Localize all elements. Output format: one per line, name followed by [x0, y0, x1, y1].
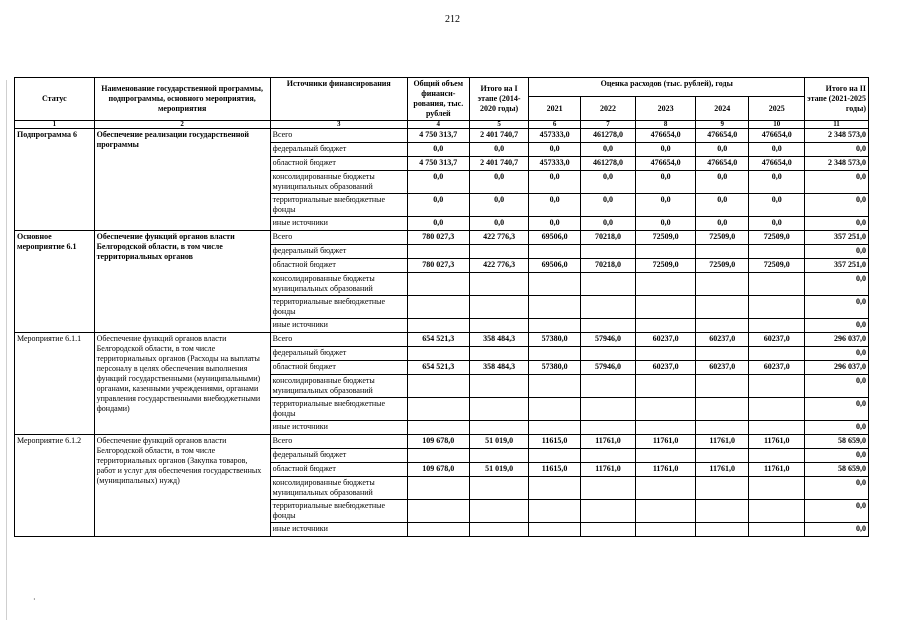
- value-cell: 0,0: [580, 171, 636, 194]
- stage2-total-cell: 357 251,0: [805, 231, 869, 245]
- value-cell: 11615,0: [529, 463, 580, 477]
- value-cell: 780 027,3: [407, 231, 469, 245]
- table-row: [15, 333, 869, 347]
- stage2-total-cell: 296 037,0: [805, 361, 869, 375]
- value-cell: 0,0: [636, 217, 696, 231]
- value-cell: 0,0: [529, 171, 580, 194]
- value-cell: 11761,0: [580, 463, 636, 477]
- value-cell: [407, 296, 469, 319]
- value-cell: [529, 347, 580, 361]
- header-sources: Источники финансирования: [270, 78, 407, 121]
- source-label: консолидированные бюджеты муниципальных образований: [270, 375, 407, 398]
- value-cell: 461278,0: [580, 129, 636, 143]
- source-label: консолидированные бюджеты муниципальных образований: [270, 477, 407, 500]
- row-status: Мероприятие 6.1.1: [15, 333, 95, 435]
- stage2-total-cell: 0,0: [805, 523, 869, 537]
- source-label: федеральный бюджет: [270, 245, 407, 259]
- value-cell: 72509,0: [749, 231, 805, 245]
- value-cell: [469, 449, 529, 463]
- source-label: федеральный бюджет: [270, 347, 407, 361]
- value-cell: [469, 477, 529, 500]
- source-label: Всего: [270, 435, 407, 449]
- value-cell: [580, 523, 636, 537]
- value-cell: 0,0: [749, 194, 805, 217]
- stage2-total-cell: 0,0: [805, 217, 869, 231]
- source-label: областной бюджет: [270, 463, 407, 477]
- value-cell: [636, 500, 696, 523]
- value-cell: [749, 477, 805, 500]
- value-cell: [580, 398, 636, 421]
- stage2-total-cell: 0,0: [805, 500, 869, 523]
- source-label: федеральный бюджет: [270, 143, 407, 157]
- value-cell: [407, 421, 469, 435]
- stage2-total-cell: 2 348 573,0: [805, 157, 869, 171]
- value-cell: 654 521,3: [407, 361, 469, 375]
- value-cell: 11761,0: [749, 463, 805, 477]
- stage2-total-cell: 0,0: [805, 375, 869, 398]
- value-cell: 0,0: [696, 217, 749, 231]
- row-name: Обеспечение функций органов власти Белгородской области, в том числе территориальных органов (Расходы на выплаты персоналу в целях обеспечения выполнения функций государственными (муниципальными) органами, казенными учреждениями, органами управления государственными внебюджетными фондами): [94, 333, 270, 435]
- value-cell: [749, 347, 805, 361]
- source-label: областной бюджет: [270, 361, 407, 375]
- value-cell: 2 401 740,7: [469, 157, 529, 171]
- value-cell: 0,0: [749, 171, 805, 194]
- stage2-total-cell: 0,0: [805, 398, 869, 421]
- value-cell: [696, 319, 749, 333]
- value-cell: 0,0: [469, 171, 529, 194]
- value-cell: [407, 398, 469, 421]
- value-cell: [580, 245, 636, 259]
- value-cell: 57380,0: [529, 333, 580, 347]
- value-cell: [580, 477, 636, 500]
- column-index: 10: [749, 121, 805, 129]
- value-cell: [749, 449, 805, 463]
- source-label: Всего: [270, 231, 407, 245]
- value-cell: [696, 398, 749, 421]
- value-cell: [529, 319, 580, 333]
- column-index: 3: [270, 121, 407, 129]
- stage2-total-cell: 0,0: [805, 477, 869, 500]
- value-cell: [636, 523, 696, 537]
- value-cell: 69506,0: [529, 231, 580, 245]
- row-status: Подпрограмма 6: [15, 129, 95, 231]
- column-index: 8: [636, 121, 696, 129]
- stage2-total-cell: 0,0: [805, 421, 869, 435]
- value-cell: 0,0: [529, 217, 580, 231]
- value-cell: [696, 375, 749, 398]
- value-cell: [749, 421, 805, 435]
- value-cell: 69506,0: [529, 259, 580, 273]
- stage2-total-cell: 0,0: [805, 449, 869, 463]
- source-label: консолидированные бюджеты муниципальных образований: [270, 273, 407, 296]
- stage2-total-cell: 0,0: [805, 347, 869, 361]
- value-cell: [749, 523, 805, 537]
- row-status: Основное мероприятие 6.1: [15, 231, 95, 333]
- header-year: 2024: [696, 97, 749, 121]
- value-cell: [636, 245, 696, 259]
- value-cell: [636, 319, 696, 333]
- value-cell: [407, 449, 469, 463]
- financing-table: [14, 77, 869, 537]
- value-cell: 0,0: [696, 194, 749, 217]
- source-label: иные источники: [270, 319, 407, 333]
- value-cell: 422 776,3: [469, 231, 529, 245]
- value-cell: [749, 500, 805, 523]
- value-cell: [529, 273, 580, 296]
- value-cell: 60237,0: [636, 361, 696, 375]
- value-cell: [469, 347, 529, 361]
- value-cell: [696, 245, 749, 259]
- row-name: Обеспечение функций органов власти Белгородской области, в том числе территориальных органов (Закупка товаров, работ и услуг для обеспечения государственных (муниципальных) нужд): [94, 435, 270, 537]
- source-label: иные источники: [270, 421, 407, 435]
- source-label: областной бюджет: [270, 259, 407, 273]
- header-year: 2021: [529, 97, 580, 121]
- value-cell: 11761,0: [749, 435, 805, 449]
- stage2-total-cell: 0,0: [805, 171, 869, 194]
- value-cell: [696, 347, 749, 361]
- source-label: территориальные внебюджетные фонды: [270, 296, 407, 319]
- source-label: иные источники: [270, 217, 407, 231]
- value-cell: [696, 500, 749, 523]
- value-cell: 0,0: [469, 217, 529, 231]
- value-cell: [529, 421, 580, 435]
- value-cell: 0,0: [407, 143, 469, 157]
- value-cell: [696, 477, 749, 500]
- stage2-total-cell: 296 037,0: [805, 333, 869, 347]
- value-cell: 0,0: [469, 194, 529, 217]
- stage2-total-cell: 0,0: [805, 319, 869, 333]
- value-cell: 60237,0: [749, 333, 805, 347]
- source-label: областной бюджет: [270, 157, 407, 171]
- value-cell: [696, 421, 749, 435]
- value-cell: [749, 319, 805, 333]
- value-cell: [580, 319, 636, 333]
- row-name: Обеспечение реализации государственной программы: [94, 129, 270, 231]
- value-cell: 11615,0: [529, 435, 580, 449]
- value-cell: 476654,0: [636, 129, 696, 143]
- value-cell: 0,0: [580, 143, 636, 157]
- header-stage2: Итого на II этапе (2021-2025 годы): [805, 78, 869, 121]
- stage2-total-cell: 58 659,0: [805, 435, 869, 449]
- stage2-total-cell: 58 659,0: [805, 463, 869, 477]
- row-name: Обеспечение функций органов власти Белгородской области, в том числе территориальных органов: [94, 231, 270, 333]
- value-cell: 0,0: [469, 143, 529, 157]
- value-cell: 0,0: [407, 171, 469, 194]
- header-row-1: [15, 78, 869, 97]
- value-cell: 109 678,0: [407, 435, 469, 449]
- value-cell: [529, 449, 580, 463]
- value-cell: 476654,0: [636, 157, 696, 171]
- value-cell: 0,0: [529, 143, 580, 157]
- value-cell: 60237,0: [696, 361, 749, 375]
- value-cell: [636, 449, 696, 463]
- source-label: федеральный бюджет: [270, 449, 407, 463]
- column-index: 7: [580, 121, 636, 129]
- column-index: 6: [529, 121, 580, 129]
- value-cell: [580, 421, 636, 435]
- value-cell: 0,0: [636, 171, 696, 194]
- value-cell: [407, 500, 469, 523]
- value-cell: [749, 273, 805, 296]
- value-cell: [636, 477, 696, 500]
- value-cell: 57946,0: [580, 333, 636, 347]
- value-cell: [407, 245, 469, 259]
- value-cell: 358 484,3: [469, 333, 529, 347]
- value-cell: [580, 296, 636, 319]
- value-cell: 11761,0: [636, 463, 696, 477]
- source-label: иные источники: [270, 523, 407, 537]
- value-cell: [407, 347, 469, 361]
- value-cell: [696, 523, 749, 537]
- value-cell: [469, 375, 529, 398]
- column-index: 5: [469, 121, 529, 129]
- page-number: 212: [445, 14, 460, 25]
- value-cell: 0,0: [696, 171, 749, 194]
- value-cell: 0,0: [749, 143, 805, 157]
- value-cell: 57946,0: [580, 361, 636, 375]
- value-cell: 457333,0: [529, 129, 580, 143]
- value-cell: [749, 245, 805, 259]
- stage2-total-cell: 357 251,0: [805, 259, 869, 273]
- value-cell: [529, 523, 580, 537]
- source-label: территориальные внебюджетные фонды: [270, 500, 407, 523]
- value-cell: 457333,0: [529, 157, 580, 171]
- value-cell: 0,0: [529, 194, 580, 217]
- column-index-row: [15, 121, 869, 129]
- value-cell: [580, 375, 636, 398]
- value-cell: [636, 347, 696, 361]
- stage2-total-cell: 0,0: [805, 245, 869, 259]
- value-cell: [749, 375, 805, 398]
- value-cell: 0,0: [636, 194, 696, 217]
- stage2-total-cell: 0,0: [805, 143, 869, 157]
- value-cell: [749, 398, 805, 421]
- value-cell: [469, 296, 529, 319]
- value-cell: 51 019,0: [469, 463, 529, 477]
- column-index: 2: [94, 121, 270, 129]
- value-cell: 422 776,3: [469, 259, 529, 273]
- value-cell: [696, 449, 749, 463]
- header-total: Общий объем финанси-рования, тыс. рублей: [407, 78, 469, 121]
- value-cell: [636, 296, 696, 319]
- value-cell: [407, 523, 469, 537]
- value-cell: 72509,0: [636, 231, 696, 245]
- value-cell: 51 019,0: [469, 435, 529, 449]
- value-cell: 476654,0: [696, 129, 749, 143]
- value-cell: [529, 477, 580, 500]
- value-cell: 109 678,0: [407, 463, 469, 477]
- value-cell: 60237,0: [696, 333, 749, 347]
- stage2-total-cell: 0,0: [805, 296, 869, 319]
- value-cell: 60237,0: [636, 333, 696, 347]
- value-cell: 11761,0: [636, 435, 696, 449]
- value-cell: [529, 500, 580, 523]
- value-cell: [580, 500, 636, 523]
- value-cell: 70218,0: [580, 231, 636, 245]
- value-cell: 60237,0: [749, 361, 805, 375]
- value-cell: [407, 319, 469, 333]
- column-index: 11: [805, 121, 869, 129]
- row-status: Мероприятие 6.1.2: [15, 435, 95, 537]
- value-cell: [636, 375, 696, 398]
- value-cell: 476654,0: [696, 157, 749, 171]
- value-cell: [636, 421, 696, 435]
- value-cell: [407, 375, 469, 398]
- table-row: [15, 231, 869, 245]
- value-cell: 0,0: [407, 217, 469, 231]
- scan-mark: ·: [33, 595, 36, 604]
- stage2-total-cell: 0,0: [805, 273, 869, 296]
- value-cell: [749, 296, 805, 319]
- value-cell: [529, 398, 580, 421]
- column-index: 9: [696, 121, 749, 129]
- source-label: Всего: [270, 129, 407, 143]
- header-stage1: Итого на I этапе (2014-2020 годы): [469, 78, 529, 121]
- value-cell: [636, 398, 696, 421]
- value-cell: [407, 273, 469, 296]
- value-cell: 0,0: [580, 194, 636, 217]
- value-cell: 461278,0: [580, 157, 636, 171]
- value-cell: 11761,0: [580, 435, 636, 449]
- value-cell: [469, 421, 529, 435]
- value-cell: 72509,0: [636, 259, 696, 273]
- column-index: 4: [407, 121, 469, 129]
- header-estimate: Оценка расходов (тыс. рублей), годы: [529, 78, 805, 97]
- value-cell: [529, 375, 580, 398]
- value-cell: 0,0: [580, 217, 636, 231]
- value-cell: [469, 398, 529, 421]
- scan-edge: [6, 80, 7, 620]
- value-cell: [580, 347, 636, 361]
- value-cell: [407, 477, 469, 500]
- source-label: консолидированные бюджеты муниципальных образований: [270, 171, 407, 194]
- source-label: территориальные внебюджетные фонды: [270, 194, 407, 217]
- value-cell: 4 750 313,7: [407, 157, 469, 171]
- header-name: Наименование государственной программы, подпрограммы, основного мероприятия, мероприятия: [94, 78, 270, 121]
- value-cell: [580, 449, 636, 463]
- value-cell: [469, 245, 529, 259]
- stage2-total-cell: 0,0: [805, 194, 869, 217]
- value-cell: 70218,0: [580, 259, 636, 273]
- value-cell: [696, 273, 749, 296]
- value-cell: [529, 296, 580, 319]
- header-year: 2023: [636, 97, 696, 121]
- value-cell: [580, 273, 636, 296]
- value-cell: 654 521,3: [407, 333, 469, 347]
- header-status: Статус: [15, 78, 95, 121]
- value-cell: 358 484,3: [469, 361, 529, 375]
- value-cell: 0,0: [749, 217, 805, 231]
- value-cell: [469, 523, 529, 537]
- header-year: 2022: [580, 97, 636, 121]
- column-index: 1: [15, 121, 95, 129]
- value-cell: 0,0: [407, 194, 469, 217]
- source-label: Всего: [270, 333, 407, 347]
- value-cell: 11761,0: [696, 463, 749, 477]
- value-cell: 72509,0: [749, 259, 805, 273]
- value-cell: 0,0: [636, 143, 696, 157]
- value-cell: 4 750 313,7: [407, 129, 469, 143]
- value-cell: 0,0: [696, 143, 749, 157]
- value-cell: [636, 273, 696, 296]
- value-cell: 72509,0: [696, 231, 749, 245]
- value-cell: [469, 273, 529, 296]
- value-cell: 2 401 740,7: [469, 129, 529, 143]
- value-cell: [469, 319, 529, 333]
- value-cell: 11761,0: [696, 435, 749, 449]
- value-cell: 72509,0: [696, 259, 749, 273]
- header-year: 2025: [749, 97, 805, 121]
- value-cell: 476654,0: [749, 157, 805, 171]
- value-cell: [469, 500, 529, 523]
- source-label: территориальные внебюджетные фонды: [270, 398, 407, 421]
- value-cell: 780 027,3: [407, 259, 469, 273]
- value-cell: [696, 296, 749, 319]
- table-row: [15, 435, 869, 449]
- value-cell: 57380,0: [529, 361, 580, 375]
- stage2-total-cell: 2 348 573,0: [805, 129, 869, 143]
- value-cell: 476654,0: [749, 129, 805, 143]
- table-row: [15, 129, 869, 143]
- value-cell: [529, 245, 580, 259]
